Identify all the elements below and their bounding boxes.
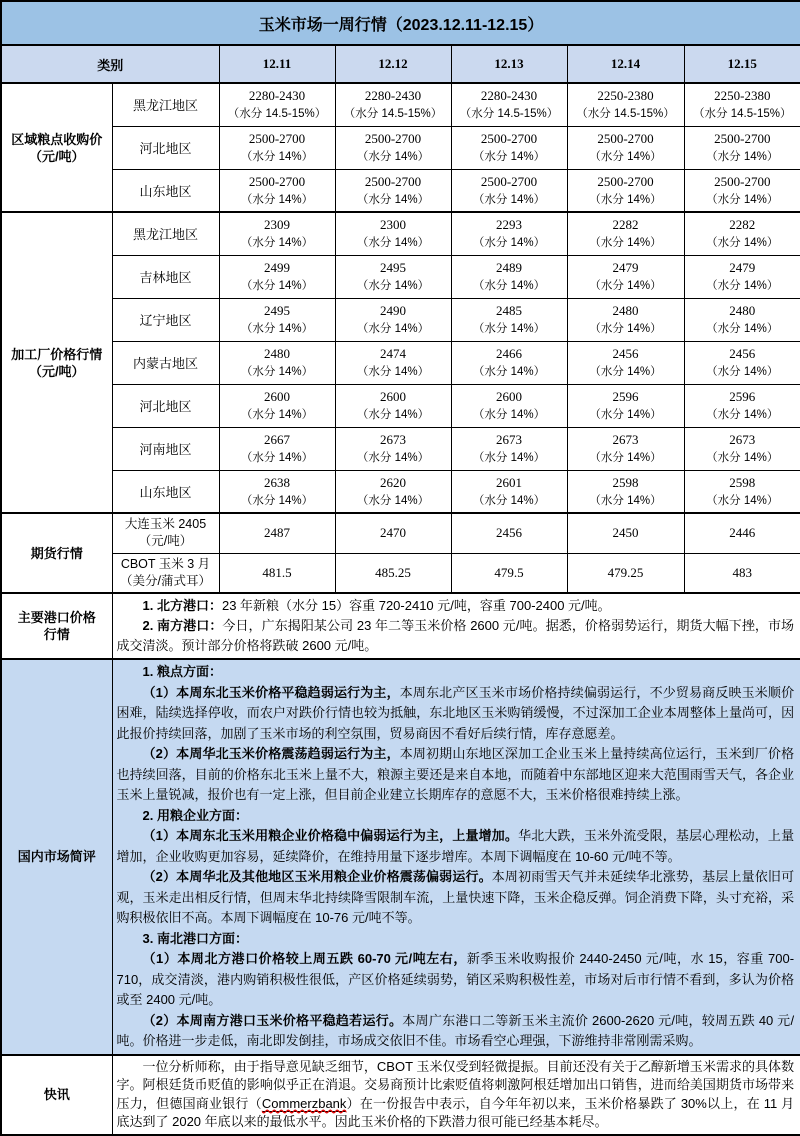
region-cell: 河北地区	[112, 126, 219, 169]
price-cell	[451, 427, 567, 470]
text-segment: 本周初雨雪天气并未延续华北涨势，基层上量依旧可观，玉米走出相反行情，但周末华北持续降雪限制车流，上量快速下降，玉米企稳反弹。饲企消费下降，头寸充裕，采购积极依旧不高。本周下调幅度在 10-76 元/吨不等。	[116, 869, 795, 925]
price-cell	[567, 298, 684, 341]
text-segment: （1）本周东北玉米价格平稳趋弱运行为主，	[142, 684, 400, 700]
paragraph	[117, 826, 795, 867]
futures-value: 483	[684, 553, 800, 593]
price-value: 2598	[729, 474, 756, 490]
region-cell: 内蒙古地区	[112, 341, 219, 384]
futures-value: 485.25	[335, 553, 451, 593]
moisture-note: （水分 14%）	[240, 366, 314, 378]
price-cell	[335, 126, 451, 169]
price-value: 2673	[612, 432, 639, 447]
price-value: 2600	[264, 389, 290, 404]
price-cell	[219, 169, 335, 212]
moisture-note: （水分 14%）	[706, 366, 779, 378]
price-cell	[335, 169, 451, 212]
moisture-note: （水分 14%）	[589, 280, 662, 292]
text-segment: （1）本周东北玉米用粮企业价格稳中偏弱运行为主，上量增加。	[142, 828, 519, 843]
futures-contract-cell	[112, 513, 219, 553]
price-cell	[335, 255, 451, 298]
moisture-note: （水分 14%）	[706, 323, 779, 335]
text-segment: 本周初期山东地区深加工企业玉米上量持续高位运行，玉米到厂价格也持续回落，目前的价格东北玉米上量不大，粮源主要还是来自本地，而随着中东部地区迎来大范围雨雪天气，各企业玉米上量锐减，报价也有一定上涨，但目前企业建立长期库存的意愿不大，玉米价格很难持续上涨。	[116, 746, 795, 802]
moisture-note: （水分 14%）	[472, 193, 546, 206]
moisture-note: （水分 14%）	[472, 151, 546, 163]
region-cell: 山东地区	[112, 169, 219, 212]
paragraph	[117, 929, 795, 950]
price-cell	[567, 384, 684, 427]
moisture-note: （水分 14%）	[706, 193, 779, 206]
price-value: 2596	[612, 389, 639, 404]
paragraph	[117, 662, 795, 683]
paragraph	[117, 806, 795, 827]
price-value: 2638	[264, 474, 290, 490]
price-value: 2250-2380	[597, 88, 654, 104]
price-value: 2300	[380, 217, 406, 233]
price-value: 2280-2430	[364, 88, 422, 104]
moisture-note: （水分 14.5-15%）	[227, 108, 327, 121]
paragraph	[117, 616, 795, 656]
price-cell	[567, 212, 684, 255]
domestic-review-text	[112, 659, 800, 1055]
price-value: 2499	[264, 260, 290, 275]
moisture-note: （水分 14%）	[240, 193, 314, 206]
price-cell	[567, 169, 684, 212]
text-segment: 2. 南方港口：	[142, 618, 223, 633]
section-label-regional-purchase-price	[1, 83, 112, 212]
price-cell	[684, 126, 800, 169]
moisture-note: （水分 14%）	[706, 280, 779, 292]
futures-value: 2456	[451, 513, 567, 553]
column-header-date-3: 12.13	[451, 45, 567, 83]
futures-value: 481.5	[219, 553, 335, 593]
price-value: 2500-2700	[248, 173, 306, 189]
moisture-note: （水分 14%）	[589, 237, 662, 250]
section-label-line: 行情	[43, 627, 70, 642]
paragraph	[117, 744, 795, 806]
futures-value: 2470	[335, 513, 451, 553]
column-header-date-4: 12.14	[567, 45, 684, 83]
moisture-note: （水分 14%）	[589, 151, 662, 163]
spellcheck-underlined-word: Commerzbank	[261, 1095, 347, 1111]
futures-contract-unit: （元/吨）	[138, 534, 193, 549]
price-value: 2600	[380, 389, 406, 404]
futures-contract-name: 大连玉米 2405	[124, 517, 207, 532]
price-cell	[684, 470, 800, 513]
price-cell	[684, 384, 800, 427]
moisture-note: （水分 14%）	[472, 237, 546, 250]
price-value: 2282	[612, 217, 639, 233]
region-cell: 吉林地区	[112, 255, 219, 298]
price-cell	[567, 83, 684, 126]
price-value: 2282	[729, 217, 756, 233]
price-cell	[219, 470, 335, 513]
price-value: 2596	[729, 389, 756, 404]
futures-contract-cell	[112, 553, 219, 593]
column-header-date-5: 12.15	[684, 45, 800, 83]
price-value: 2500-2700	[364, 131, 422, 146]
moisture-note: （水分 14.5-15%）	[693, 108, 792, 121]
price-cell	[451, 298, 567, 341]
price-value: 2480	[264, 346, 290, 361]
section-label-line: 加工厂价格行情	[11, 346, 103, 362]
futures-value: 2446	[684, 513, 800, 553]
moisture-note: （水分 14%）	[240, 452, 314, 464]
region-cell: 黑龙江地区	[112, 83, 219, 126]
price-value: 2485	[496, 303, 522, 318]
moisture-note: （水分 14%）	[706, 409, 779, 421]
price-cell	[219, 126, 335, 169]
moisture-note: （水分 14%）	[240, 409, 314, 421]
text-segment: 2. 用粮企业方面：	[142, 807, 248, 823]
moisture-note: （水分 14%）	[706, 237, 779, 250]
port-price-text	[112, 593, 800, 659]
price-cell	[684, 298, 800, 341]
column-header-date-2: 12.12	[335, 45, 451, 83]
futures-value: 2487	[219, 513, 335, 553]
text-segment: （1）本周北方港口价格较上周五跌 60-70 元/吨左右，	[142, 951, 467, 966]
moisture-note: （水分 14%）	[356, 280, 430, 292]
table-title: 玉米市场一周行情（2023.12.11-12.15）	[1, 1, 800, 45]
price-value: 2479	[729, 260, 756, 275]
price-cell	[451, 384, 567, 427]
moisture-note: （水分 14%）	[356, 494, 430, 507]
section-label-port-price	[1, 593, 112, 659]
text-segment: （2）本周南方港口玉米价格平稳趋若运行。	[142, 1012, 403, 1028]
price-value: 2500-2700	[597, 131, 654, 146]
news-flash-text	[112, 1055, 800, 1135]
moisture-note: （水分 14%）	[240, 494, 314, 507]
region-cell: 河南地区	[112, 427, 219, 470]
futures-value: 479.25	[567, 553, 684, 593]
moisture-note: （水分 14%）	[356, 452, 430, 464]
moisture-note: （水分 14.5-15%）	[343, 108, 443, 121]
price-value: 2280-2430	[480, 88, 538, 104]
moisture-note: （水分 14.5-15%）	[459, 108, 559, 121]
paragraph	[117, 596, 795, 616]
moisture-note: （水分 14%）	[706, 452, 779, 464]
section-label-futures: 期货行情	[1, 513, 112, 593]
moisture-note: （水分 14%）	[240, 280, 314, 292]
price-cell	[451, 470, 567, 513]
moisture-note: （水分 14%）	[356, 151, 430, 163]
futures-contract-unit: （美分/蒲式耳）	[120, 573, 211, 588]
text-segment: 华北大跌，玉米外流受限，基层心理松动，上量增加，企业收购更加容易，延续降价，在维持用量下逐步增库。本周下调幅度在 10-60 元/吨不等。	[116, 828, 795, 864]
price-cell	[219, 255, 335, 298]
price-cell	[219, 212, 335, 255]
text-segment: （2）本周华北及其他地区玉米用粮企业价格震荡偏弱运行。	[142, 869, 492, 884]
price-value: 2456	[729, 346, 756, 361]
moisture-note: （水分 14%）	[706, 494, 779, 507]
moisture-note: （水分 14%）	[472, 452, 546, 464]
price-value: 2495	[264, 303, 290, 318]
price-value: 2600	[496, 389, 522, 404]
price-cell	[335, 212, 451, 255]
price-value: 2673	[380, 432, 406, 447]
price-value: 2500-2700	[597, 173, 654, 189]
price-cell	[335, 83, 451, 126]
section-label-processing-plant-price	[1, 212, 112, 513]
paragraph	[117, 867, 795, 929]
price-cell	[335, 470, 451, 513]
moisture-note: （水分 14%）	[589, 452, 662, 464]
text-segment: 今日，广东揭阳某公司 23 年二等玉米价格 2600 元/吨。据悉，价格弱势运行，期货大幅下挫，市场成交清淡。预计部分价格将跌破 2600 元/吨。	[116, 618, 795, 653]
moisture-note: （水分 14%）	[240, 323, 314, 335]
price-cell	[451, 83, 567, 126]
text-segment: 1. 粮点方面：	[142, 664, 222, 679]
column-header-category: 类别	[1, 45, 219, 83]
price-value: 2500-2700	[714, 173, 771, 189]
text-segment: 一位分析师称，由于指导意见缺乏细节，CBOT 玉米仅受到轻微提振。目前还没有关于乙醇新增玉米需求的具体数字。阿根廷货币贬值的影响似乎正在消退。交易商预计比索贬值将刺激阿根廷增加出口销售，进而给美国期货市场带来压力，但德国商业银行（	[116, 1058, 795, 1111]
moisture-note: （水分 14%）	[589, 323, 662, 335]
price-value: 2474	[380, 346, 406, 361]
price-cell	[335, 298, 451, 341]
price-cell	[451, 255, 567, 298]
price-cell	[335, 341, 451, 384]
price-value: 2479	[612, 260, 639, 275]
price-value: 2673	[496, 432, 522, 447]
section-label-news-flash: 快讯	[1, 1055, 112, 1135]
moisture-note: （水分 14%）	[589, 193, 662, 206]
price-cell	[684, 427, 800, 470]
text-segment: 新季玉米收购报价 2440-2450 元/吨，水 15，容重 700-710，成交清淡，港内购销积极性很低，产区价格延续弱势，销区采购积极性差，市场对后市行情不看到，多认为价格或至 2400 元/吨。	[116, 951, 795, 1007]
price-value: 2480	[729, 303, 756, 318]
price-cell	[219, 341, 335, 384]
price-value: 2489	[496, 260, 522, 275]
moisture-note: （水分 14%）	[472, 323, 546, 335]
column-header-date-1: 12.11	[219, 45, 335, 83]
region-cell: 河北地区	[112, 384, 219, 427]
region-cell: 山东地区	[112, 470, 219, 513]
moisture-note: （水分 14%）	[356, 237, 430, 250]
price-value: 2598	[612, 474, 639, 490]
price-cell	[567, 470, 684, 513]
text-segment: 1. 北方港口：	[142, 598, 222, 613]
price-cell	[219, 384, 335, 427]
price-cell	[335, 384, 451, 427]
price-cell	[684, 341, 800, 384]
price-cell	[567, 427, 684, 470]
price-cell	[684, 83, 800, 126]
price-value: 2601	[496, 474, 522, 490]
price-cell	[451, 169, 567, 212]
futures-contract-name: CBOT 玉米 3 月	[120, 556, 211, 571]
price-value: 2495	[380, 260, 406, 275]
text-segment: （2）本周华北玉米价格震荡趋弱运行为主，	[142, 746, 400, 761]
price-value: 2490	[380, 303, 406, 318]
moisture-note: （水分 14%）	[356, 193, 430, 206]
futures-value: 479.5	[451, 553, 567, 593]
section-label-line: （元/吨）	[28, 148, 85, 164]
price-cell	[335, 427, 451, 470]
futures-value: 2450	[567, 513, 684, 553]
section-label-domestic-review: 国内市场简评	[1, 659, 112, 1055]
moisture-note: （水分 14%）	[589, 494, 662, 507]
text-segment: 本周东北产区玉米市场价格持续偏弱运行，不少贸易商反映玉米顺价困难，陆续选择停收，而农户对跌价行情也较为抵触，东北地区玉米购销缓慢，不过深加工企业本周整体上量尚可，因此报价持续回落，加剧了玉米市场的利空氛围，贸易商因不看好后续行情，库存意愿差。	[116, 684, 795, 741]
price-cell	[567, 126, 684, 169]
text-segment: 23 年新粮（水分 15）容重 720-2410 元/吨，容重 700-2400 元/吨。	[221, 598, 611, 613]
price-value: 2466	[496, 346, 522, 361]
price-value: 2667	[264, 432, 290, 447]
price-value: 2293	[496, 217, 522, 233]
price-cell	[684, 212, 800, 255]
section-label-line: 主要港口价格	[17, 610, 96, 625]
price-cell	[451, 126, 567, 169]
price-value: 2500-2700	[714, 131, 771, 146]
price-value: 2500-2700	[480, 173, 538, 189]
price-cell	[567, 255, 684, 298]
moisture-note: （水分 14%）	[706, 151, 779, 163]
price-value: 2456	[612, 346, 639, 361]
price-cell	[567, 341, 684, 384]
moisture-note: （水分 14%）	[240, 151, 314, 163]
region-cell: 辽宁地区	[112, 298, 219, 341]
price-cell	[684, 169, 800, 212]
price-value: 2250-2380	[714, 88, 771, 104]
paragraph	[117, 683, 795, 745]
price-cell	[219, 427, 335, 470]
moisture-note: （水分 14%）	[356, 323, 430, 335]
moisture-note: （水分 14%）	[589, 409, 662, 421]
paragraph	[117, 949, 795, 1011]
price-value: 2673	[729, 432, 756, 447]
price-cell	[451, 341, 567, 384]
moisture-note: （水分 14%）	[472, 366, 546, 378]
price-value: 2280-2430	[248, 88, 306, 104]
moisture-note: （水分 14.5-15%）	[576, 108, 675, 121]
region-cell: 黑龙江地区	[112, 212, 219, 255]
moisture-note: （水分 14%）	[589, 366, 662, 378]
price-value: 2500-2700	[364, 173, 422, 189]
moisture-note: （水分 14%）	[240, 237, 314, 250]
moisture-note: （水分 14%）	[472, 409, 546, 421]
text-segment: 本周广东港口二等新玉米主流价 2600-2620 元/吨，较周五跌 40 元/吨。价格进一步走低，南北即发倒挂，市场成交依旧不佳。市场看空心理强，下游维持非常刚需采购。	[116, 1012, 795, 1048]
text-segment: ）在一份报告中表示，自今年年初以来，玉米价格暴跌了 30%以上，在 11 月底达到了 2020 年底以来的最低水平。因此玉米价格的下跌潜力很可能已经基本耗尽。	[116, 1095, 795, 1129]
price-cell	[219, 83, 335, 126]
price-cell	[219, 298, 335, 341]
moisture-note: （水分 14%）	[472, 494, 546, 507]
section-label-line: 区域粮点收购价	[11, 131, 103, 147]
price-value: 2309	[264, 217, 290, 233]
moisture-note: （水分 14%）	[356, 409, 430, 421]
section-label-line: （元/吨）	[28, 363, 85, 379]
price-value: 2480	[612, 303, 639, 318]
price-value: 2500-2700	[248, 131, 306, 146]
moisture-note: （水分 14%）	[356, 366, 430, 378]
paragraph	[117, 1058, 795, 1132]
price-value: 2500-2700	[480, 131, 538, 146]
price-cell	[684, 255, 800, 298]
paragraph	[117, 1011, 795, 1052]
moisture-note: （水分 14%）	[472, 280, 546, 292]
price-cell	[451, 212, 567, 255]
price-value: 2620	[380, 474, 406, 490]
text-segment: 3. 南北港口方面：	[142, 930, 248, 946]
